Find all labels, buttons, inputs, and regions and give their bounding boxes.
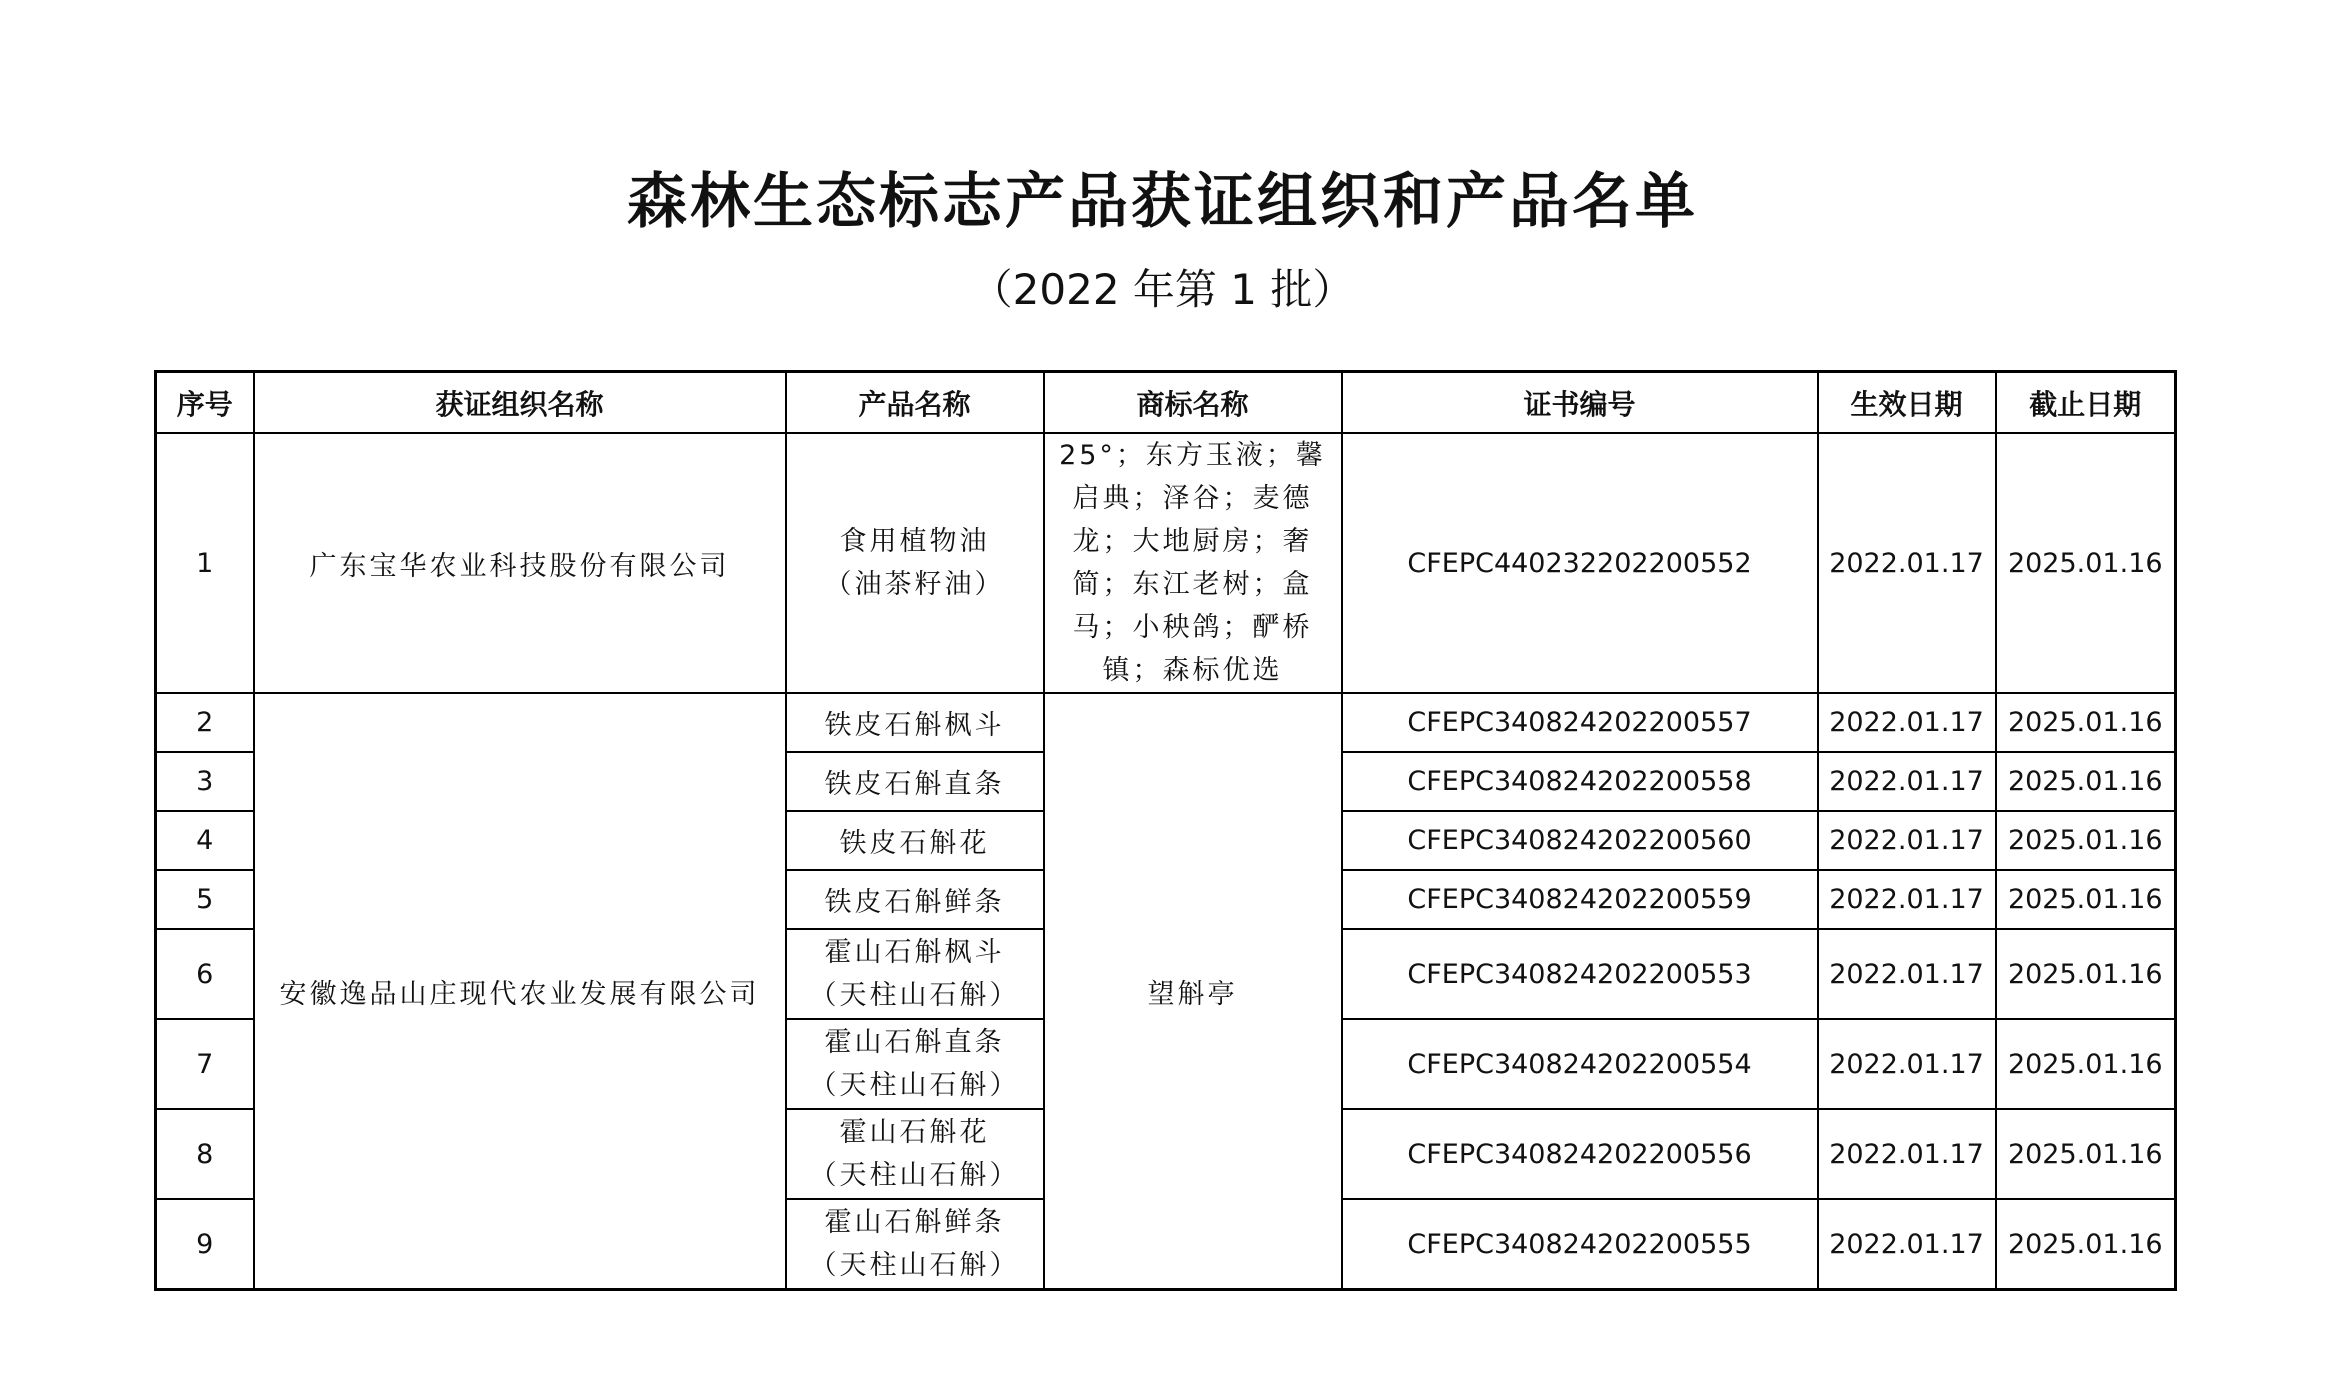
row-cert: CFEPC340824202200556 (1342, 1109, 1818, 1199)
row-no: 9 (156, 1199, 254, 1290)
product-note: （天柱山石斛） (809, 980, 1020, 1011)
row-cert: CFEPC440232202200552 (1342, 433, 1818, 693)
product-note: （天柱山石斛） (809, 1070, 1020, 1101)
product-name: 霍山石斛鲜条 (824, 1207, 1005, 1238)
page-subtitle: （2022 年第 1 批） (970, 265, 1355, 314)
row-end: 2025.01.16 (1996, 870, 2176, 929)
header-end: 截止日期 (1996, 372, 2176, 434)
row-cert: CFEPC340824202200558 (1342, 752, 1818, 811)
row-product (786, 1019, 1044, 1109)
row-no: 3 (156, 752, 254, 811)
row-org: 广东宝华农业科技股份有限公司 (254, 433, 786, 693)
product-note: （天柱山石斛） (809, 1160, 1020, 1191)
row-cert: CFEPC340824202200560 (1342, 811, 1818, 870)
header-no: 序号 (156, 372, 254, 434)
row-no: 1 (156, 433, 254, 693)
table-header-row (156, 372, 2176, 434)
row-end: 2025.01.16 (1996, 433, 2176, 693)
row-no: 7 (156, 1019, 254, 1109)
row-product (786, 1109, 1044, 1199)
row-start: 2022.01.17 (1818, 811, 1996, 870)
row-no: 2 (156, 693, 254, 752)
row-cert: CFEPC340824202200555 (1342, 1199, 1818, 1290)
row-product: 铁皮石斛直条 (786, 752, 1044, 811)
row-no: 4 (156, 811, 254, 870)
row-end: 2025.01.16 (1996, 693, 2176, 752)
product-name: 霍山石斛枫斗 (824, 937, 1005, 968)
header-product: 产品名称 (786, 372, 1044, 434)
row-product: 铁皮石斛花 (786, 811, 1044, 870)
row-cert: CFEPC340824202200554 (1342, 1019, 1818, 1109)
product-note: （天柱山石斛） (809, 1250, 1020, 1281)
product-note: （油茶籽油） (824, 569, 1005, 600)
row-end: 2025.01.16 (1996, 752, 2176, 811)
row-no: 6 (156, 929, 254, 1019)
row-start: 2022.01.17 (1818, 1019, 1996, 1109)
row-brand: 望斛亭 (1044, 693, 1342, 1290)
header-start: 生效日期 (1818, 372, 1996, 434)
row-cert: CFEPC340824202200553 (1342, 929, 1818, 1019)
header-org: 获证组织名称 (254, 372, 786, 434)
product-name: 食用植物油 (839, 526, 990, 557)
row-end: 2025.01.16 (1996, 1109, 2176, 1199)
row-product (786, 929, 1044, 1019)
row-start: 2022.01.17 (1818, 929, 1996, 1019)
row-cert: CFEPC340824202200557 (1342, 693, 1818, 752)
row-no: 5 (156, 870, 254, 929)
table-row (156, 433, 2176, 693)
product-name: 霍山石斛花 (839, 1117, 990, 1148)
row-start: 2022.01.17 (1818, 1199, 1996, 1290)
row-org: 安徽逸品山庄现代农业发展有限公司 (254, 693, 786, 1290)
row-start: 2022.01.17 (1818, 693, 1996, 752)
row-start: 2022.01.17 (1818, 752, 1996, 811)
certification-table (154, 370, 2177, 1291)
row-end: 2025.01.16 (1996, 811, 2176, 870)
row-end: 2025.01.16 (1996, 1199, 2176, 1290)
page-title: 森林生态标志产品获证组织和产品名单 (627, 167, 1698, 237)
row-no: 8 (156, 1109, 254, 1199)
header-brand: 商标名称 (1044, 372, 1342, 434)
product-name: 霍山石斛直条 (824, 1027, 1005, 1058)
row-brand: 25°；东方玉液；馨启典；泽谷；麦德龙；大地厨房；奢简；东江老树；盒马；小秧鸽；酽桥镇；森标优选 (1044, 433, 1342, 693)
row-start: 2022.01.17 (1818, 870, 1996, 929)
row-end: 2025.01.16 (1996, 929, 2176, 1019)
row-start: 2022.01.17 (1818, 433, 1996, 693)
row-start: 2022.01.17 (1818, 1109, 1996, 1199)
table-row (156, 693, 2176, 752)
row-product: 铁皮石斛鲜条 (786, 870, 1044, 929)
header-cert: 证书编号 (1342, 372, 1818, 434)
row-cert: CFEPC340824202200559 (1342, 870, 1818, 929)
row-product (786, 1199, 1044, 1290)
row-product: 铁皮石斛枫斗 (786, 693, 1044, 752)
row-product (786, 433, 1044, 693)
row-end: 2025.01.16 (1996, 1019, 2176, 1109)
